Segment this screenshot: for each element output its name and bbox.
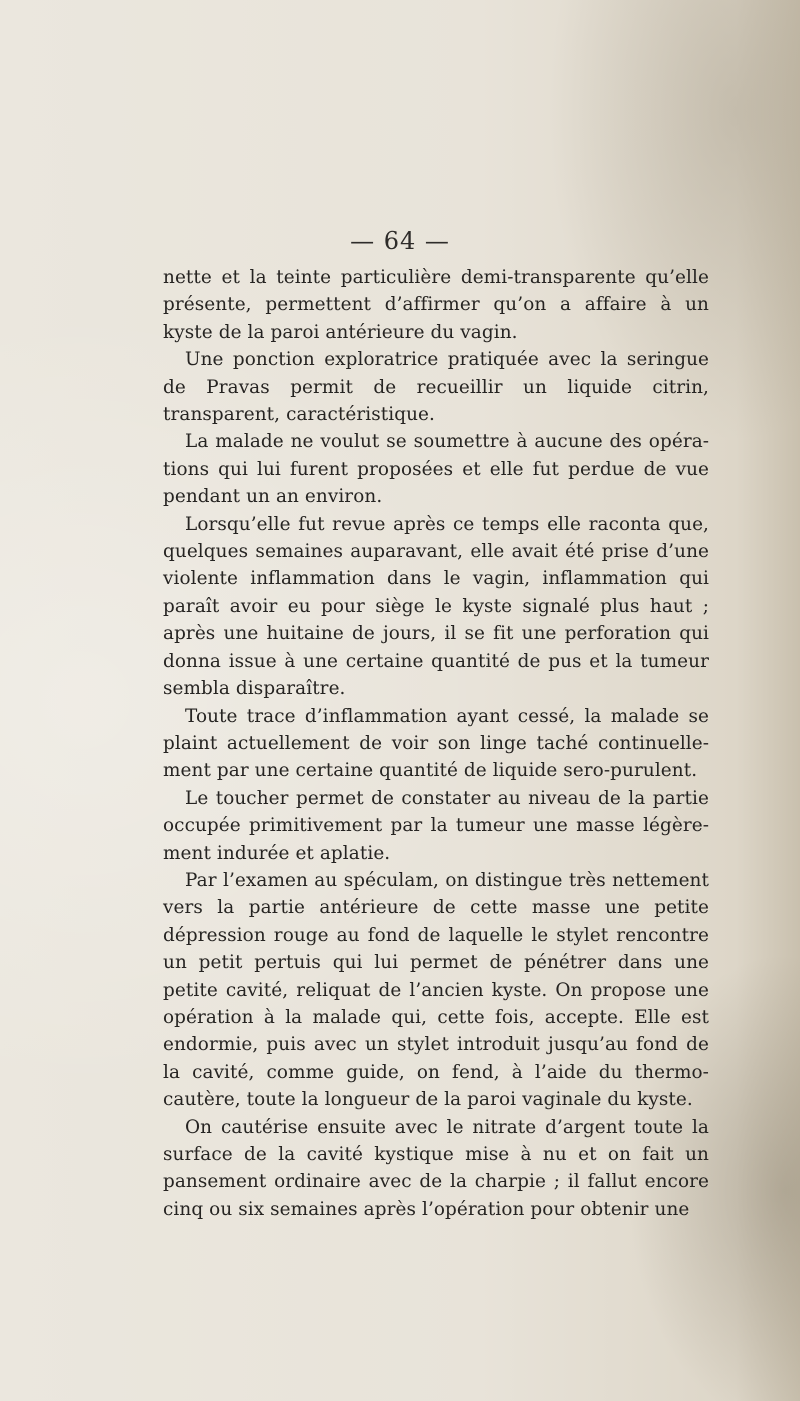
paragraph: On cautérise ensuite avec le nitrate d’argent toute la surface de la cavité kystique mise à nu et on fait un pansement ordinaire avec de la charpie ; il fallut encore cinq ou six semaines après l’opération pour obtenir une: [163, 1116, 709, 1220]
paragraph: Par l’examen au spéculam, on distingue très nettement vers la partie antérieure de cette masse une petite dépression rouge au fond de laquelle le stylet rencontre un petit pertuis qui lui permet de pénétrer dans une petite cavité, reliquat de l’ancien kyste. On propose une opération à la malade qui, cette fois, accepte. Elle est endormie, puis avec un stylet introduit jusqu’au fond de la cavité, comme guide, on fend, à l’aide du thermo-cautère, toute la longueur de la paroi vaginale du kyste.: [163, 869, 709, 1111]
paragraph: Lorsqu’elle fut revue après ce temps elle raconta que, quelques semaines auparavant, elle avait été prise d’une violente inflammation dans le vagin, inflammation qui paraît avoir eu pour siège le kyste signalé plus haut ; après une huitaine de jours, il se fit une perforation qui donna issue à une certaine quantité de pus et la tumeur sembla disparaître.: [163, 513, 709, 700]
body-text: [163, 264, 709, 1223]
page-number: — 64 —: [350, 227, 450, 255]
paragraph: Une ponction exploratrice pratiquée avec la seringue de Pravas permit de recueillir un liquide citrin, transparent, caractéristique.: [163, 349, 709, 426]
paragraph: nette et la teinte particulière demi-transparente qu’elle présente, permettent d’affirmer qu’on a affaire à un kyste de la paroi antérieure du vagin.: [163, 267, 709, 343]
paragraph: Toute trace d’inflammation ayant cessé, la malade se plaint actuellement de voir son linge taché continuellement par une certaine quantité de liquide sero-purulent.: [163, 705, 709, 782]
paragraph: La malade ne voulut se soumettre à aucune des opérations qui lui furent proposées et elle fut perdue de vue pendant un an environ.: [163, 431, 709, 508]
paragraph: Le toucher permet de constater au niveau de la partie occupée primitivement par la tumeur une masse légèrement indurée et aplatie.: [163, 787, 709, 864]
